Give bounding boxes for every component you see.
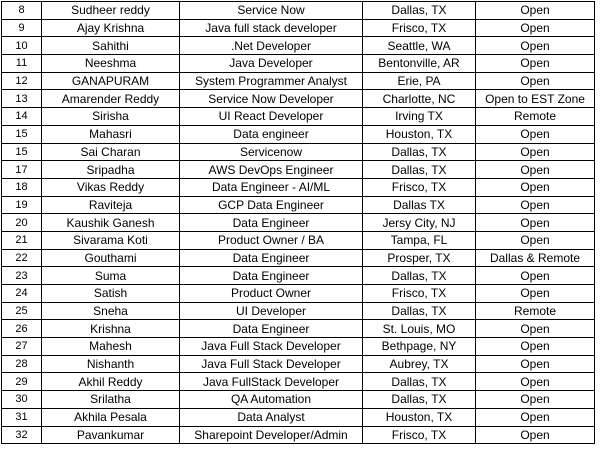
status-cell[interactable]: Open [476, 355, 595, 373]
location-cell[interactable]: Houston, TX [363, 408, 476, 426]
role-cell[interactable]: Data engineer [180, 125, 363, 143]
role-cell[interactable]: Data Engineer [180, 214, 363, 232]
status-cell[interactable]: Open [476, 37, 595, 55]
status-cell[interactable]: Open [476, 178, 595, 196]
row-number-cell[interactable]: 22 [2, 249, 42, 267]
row-number-cell[interactable]: 8 [2, 2, 42, 20]
name-cell[interactable]: Ajay Krishna [42, 19, 180, 37]
role-cell[interactable]: GCP Data Engineer [180, 196, 363, 214]
row-number-cell[interactable]: 20 [2, 214, 42, 232]
name-cell[interactable]: Gouthami [42, 249, 180, 267]
status-cell[interactable]: Remote [476, 108, 595, 126]
candidates-table [1, 1, 595, 444]
row-number-cell[interactable]: 12 [2, 72, 42, 90]
location-cell[interactable]: Tampa, FL [363, 231, 476, 249]
name-cell[interactable]: GANAPURAM [42, 72, 180, 90]
name-cell[interactable]: Sripadha [42, 161, 180, 179]
row-number-cell[interactable]: 13 [2, 90, 42, 108]
role-cell[interactable]: Service Now [180, 2, 363, 20]
name-cell[interactable]: Mahesh [42, 338, 180, 356]
table-body [2, 2, 595, 444]
table-row [2, 37, 595, 55]
role-cell[interactable]: Java Full Stack Developer [180, 338, 363, 356]
location-cell[interactable]: Frisco, TX [363, 19, 476, 37]
status-cell[interactable]: Open [476, 373, 595, 391]
table-row [2, 2, 595, 20]
status-cell[interactable]: Open [476, 391, 595, 409]
table-row [2, 320, 595, 338]
role-cell[interactable]: Data Engineer [180, 320, 363, 338]
role-cell[interactable]: .Net Developer [180, 37, 363, 55]
table-row [2, 373, 595, 391]
location-cell[interactable]: Dallas TX [363, 196, 476, 214]
row-number-cell[interactable]: 25 [2, 302, 42, 320]
table-row [2, 214, 595, 232]
role-cell[interactable]: Java FullStack Developer [180, 373, 363, 391]
table-row [2, 125, 595, 143]
row-number-cell[interactable]: 10 [2, 37, 42, 55]
role-cell[interactable]: Sharepoint Developer/Admin [180, 426, 363, 444]
row-number-cell[interactable]: 32 [2, 426, 42, 444]
role-cell[interactable]: System Programmer Analyst [180, 72, 363, 90]
status-cell[interactable]: Open [476, 55, 595, 73]
status-cell[interactable]: Remote [476, 302, 595, 320]
role-cell[interactable]: UI React Developer [180, 108, 363, 126]
location-cell[interactable]: Dallas, TX [363, 373, 476, 391]
row-number-cell[interactable]: 18 [2, 178, 42, 196]
role-cell[interactable]: Product Owner [180, 285, 363, 303]
name-cell[interactable]: Suma [42, 267, 180, 285]
status-cell[interactable]: Open [476, 161, 595, 179]
table-row [2, 90, 595, 108]
table-row [2, 19, 595, 37]
status-cell[interactable]: Open [476, 125, 595, 143]
location-cell[interactable]: Seattle, WA [363, 37, 476, 55]
location-cell[interactable]: Dallas, TX [363, 143, 476, 161]
row-number-cell[interactable]: 27 [2, 338, 42, 356]
role-cell[interactable]: Java Full Stack Developer [180, 355, 363, 373]
table-row [2, 178, 595, 196]
row-number-cell[interactable]: 21 [2, 231, 42, 249]
role-cell[interactable]: Data Engineer [180, 267, 363, 285]
spreadsheet [0, 1, 600, 451]
name-cell[interactable]: Akhil Reddy [42, 373, 180, 391]
status-cell[interactable]: Open [476, 19, 595, 37]
name-cell[interactable]: Akhila Pesala [42, 408, 180, 426]
role-cell[interactable]: UI Developer [180, 302, 363, 320]
table-row [2, 338, 595, 356]
name-cell[interactable]: Raviteja [42, 196, 180, 214]
location-cell[interactable]: Dallas, TX [363, 2, 476, 20]
name-cell[interactable]: Sneha [42, 302, 180, 320]
location-cell[interactable]: Frisco, TX [363, 178, 476, 196]
table-row [2, 108, 595, 126]
row-number-cell[interactable]: 23 [2, 267, 42, 285]
table-row [2, 161, 595, 179]
role-cell[interactable]: Product Owner / BA [180, 231, 363, 249]
location-cell[interactable]: Dallas, TX [363, 161, 476, 179]
table-row [2, 285, 595, 303]
row-number-cell[interactable]: 19 [2, 196, 42, 214]
table-row [2, 196, 595, 214]
status-cell[interactable]: Open [476, 338, 595, 356]
location-cell[interactable]: Irving TX [363, 108, 476, 126]
row-number-cell[interactable]: 11 [2, 55, 42, 73]
location-cell[interactable]: Houston, TX [363, 125, 476, 143]
location-cell[interactable]: Bethpage, NY [363, 338, 476, 356]
row-number-cell[interactable]: 9 [2, 19, 42, 37]
role-cell[interactable]: Data Analyst [180, 408, 363, 426]
table-row [2, 408, 595, 426]
status-cell[interactable]: Open [476, 72, 595, 90]
location-cell[interactable]: Aubrey, TX [363, 355, 476, 373]
status-cell[interactable]: Open to EST Zone [476, 90, 595, 108]
role-cell[interactable]: Java full stack developer [180, 19, 363, 37]
row-number-cell[interactable]: 28 [2, 355, 42, 373]
location-cell[interactable]: Frisco, TX [363, 426, 476, 444]
name-cell[interactable]: Neeshma [42, 55, 180, 73]
name-cell[interactable]: Mahasri [42, 125, 180, 143]
location-cell[interactable]: Erie, PA [363, 72, 476, 90]
name-cell[interactable]: Vikas Reddy [42, 178, 180, 196]
name-cell[interactable]: Sahithi [42, 37, 180, 55]
location-cell[interactable]: St. Louis, MO [363, 320, 476, 338]
status-cell[interactable]: Open [476, 426, 595, 444]
status-cell[interactable]: Dallas & Remote [476, 249, 595, 267]
role-cell[interactable]: Servicenow [180, 143, 363, 161]
status-cell[interactable]: Open [476, 408, 595, 426]
location-cell[interactable]: Bentonville, AR [363, 55, 476, 73]
role-cell[interactable]: Data Engineer - AI/ML [180, 178, 363, 196]
role-cell[interactable]: Service Now Developer [180, 90, 363, 108]
location-cell[interactable]: Dallas, TX [363, 302, 476, 320]
row-number-cell[interactable]: 14 [2, 108, 42, 126]
location-cell[interactable]: Prosper, TX [363, 249, 476, 267]
name-cell[interactable]: Nishanth [42, 355, 180, 373]
role-cell[interactable]: QA Automation [180, 391, 363, 409]
role-cell[interactable]: Java Developer [180, 55, 363, 73]
name-cell[interactable]: Sirisha [42, 108, 180, 126]
table-row [2, 72, 595, 90]
table-row [2, 355, 595, 373]
row-number-cell[interactable]: 17 [2, 161, 42, 179]
role-cell[interactable]: AWS DevOps Engineer [180, 161, 363, 179]
row-number-cell[interactable]: 15 [2, 125, 42, 143]
row-number-cell[interactable]: 26 [2, 320, 42, 338]
status-cell[interactable]: Open [476, 285, 595, 303]
status-cell[interactable]: Open [476, 143, 595, 161]
row-number-cell[interactable]: 31 [2, 408, 42, 426]
table-row [2, 391, 595, 409]
row-number-cell[interactable]: 24 [2, 285, 42, 303]
row-number-cell[interactable]: 15 [2, 143, 42, 161]
status-cell[interactable]: Open [476, 2, 595, 20]
table-row [2, 249, 595, 267]
table-row [2, 267, 595, 285]
name-cell[interactable]: Krishna [42, 320, 180, 338]
table-row [2, 143, 595, 161]
name-cell[interactable]: Sivarama Koti [42, 231, 180, 249]
table-row [2, 55, 595, 73]
status-cell[interactable]: Open [476, 196, 595, 214]
name-cell[interactable]: Sudheer reddy [42, 2, 180, 20]
table-row [2, 231, 595, 249]
location-cell[interactable]: Charlotte, NC [363, 90, 476, 108]
name-cell[interactable]: Kaushik Ganesh [42, 214, 180, 232]
table-row [2, 426, 595, 444]
role-cell[interactable]: Data Engineer [180, 249, 363, 267]
status-cell[interactable]: Open [476, 267, 595, 285]
status-cell[interactable]: Open [476, 214, 595, 232]
status-cell[interactable]: Open [476, 231, 595, 249]
name-cell[interactable]: Pavankumar [42, 426, 180, 444]
location-cell[interactable]: Frisco, TX [363, 285, 476, 303]
row-number-cell[interactable]: 29 [2, 373, 42, 391]
name-cell[interactable]: Satish [42, 285, 180, 303]
table-row [2, 302, 595, 320]
status-cell[interactable]: Open [476, 320, 595, 338]
location-cell[interactable]: Dallas, TX [363, 267, 476, 285]
name-cell[interactable]: Sai Charan [42, 143, 180, 161]
row-number-cell[interactable]: 30 [2, 391, 42, 409]
location-cell[interactable]: Jersy City, NJ [363, 214, 476, 232]
name-cell[interactable]: Srilatha [42, 391, 180, 409]
name-cell[interactable]: Amarender Reddy [42, 90, 180, 108]
location-cell[interactable]: Dallas, TX [363, 391, 476, 409]
